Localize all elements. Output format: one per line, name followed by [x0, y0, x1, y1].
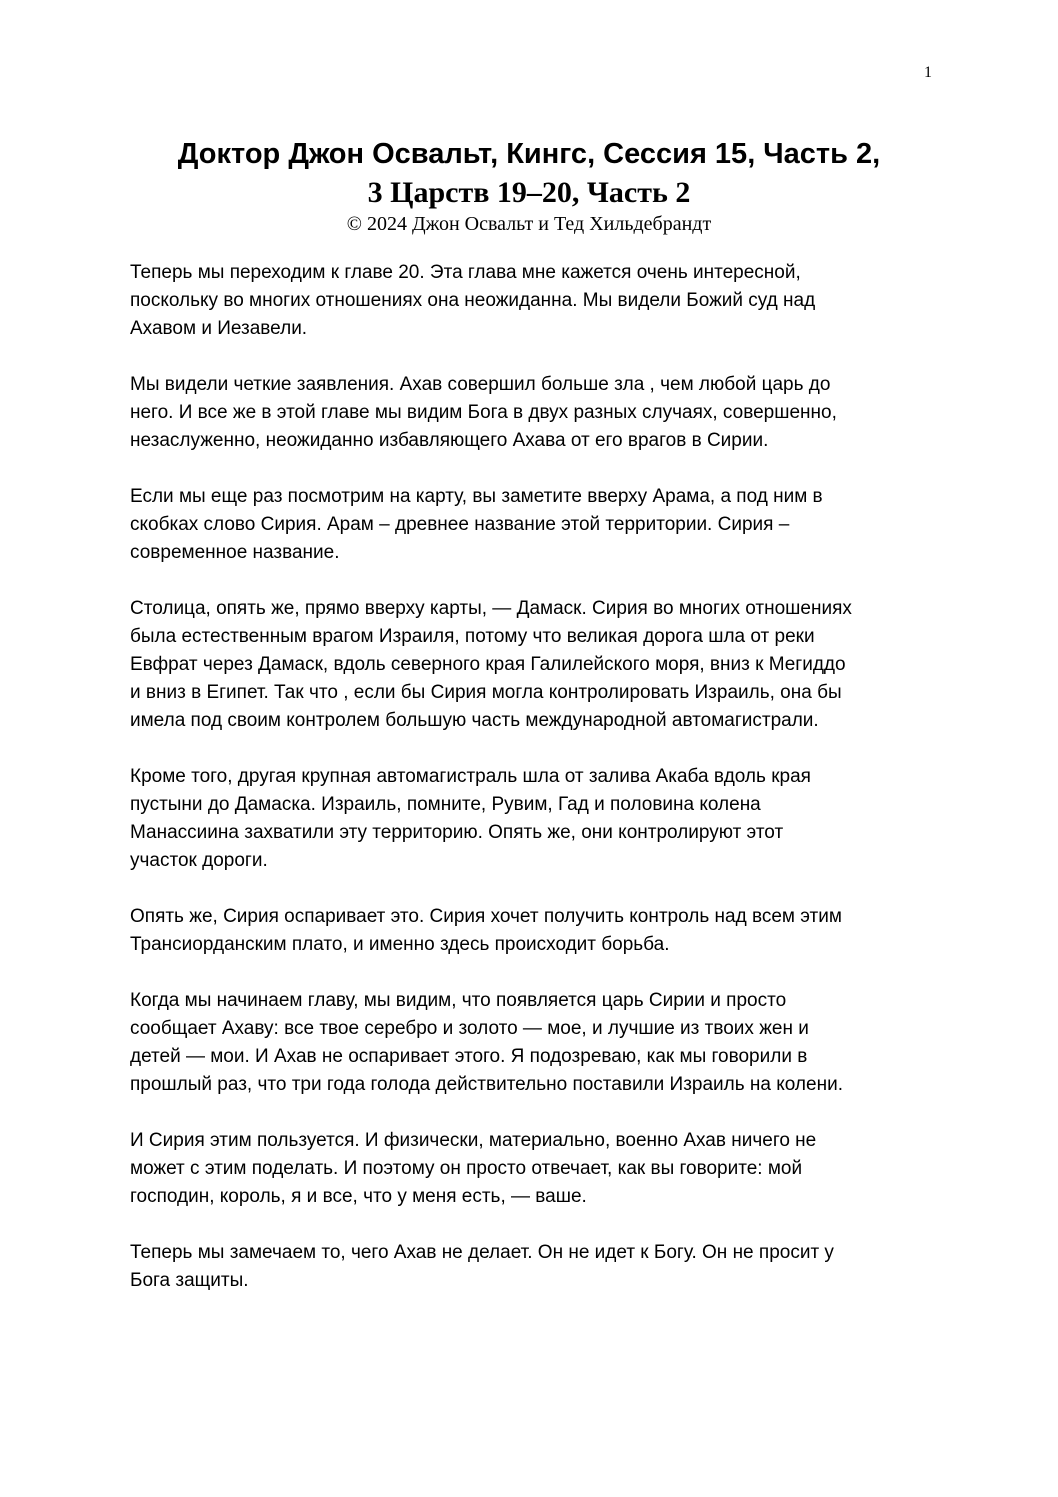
paragraph-line: участок дороги.: [130, 850, 268, 871]
paragraph-line: Теперь мы переходим к главе 20. Эта глава мне кажется очень интересной,: [130, 262, 801, 283]
paragraph-line: Кроме того, другая крупная автомагистраль шла от залива Акаба вдоль края: [130, 766, 811, 787]
paragraph-line: современное название.: [130, 542, 340, 563]
paragraph-line: Когда мы начинаем главу, мы видим, что появляется царь Сирии и просто: [130, 990, 787, 1011]
paragraph-line: Бога защиты.: [130, 1270, 249, 1291]
paragraph-line: пустыни до Дамаска. Израиль, помните, Рувим, Гад и половина колена: [130, 794, 761, 815]
paragraph-line: Манассиина захватили эту территорию. Опять же, они контролируют этот: [130, 822, 784, 843]
paragraph-line: имела под своим контролем большую часть международной автомагистрали.: [130, 710, 819, 731]
paragraph-line: может с этим поделать. И поэтому он просто отвечает, как вы говорите: мой: [130, 1158, 803, 1179]
paragraph: [130, 987, 930, 1099]
paragraph-line: Опять же, Сирия оспаривает это. Сирия хочет получить контроль над всем этим: [130, 906, 842, 927]
paragraph: [130, 1239, 930, 1295]
paragraph-line: Теперь мы замечаем то, чего Ахав не делает. Он не идет к Богу. Он не просит у: [130, 1242, 834, 1263]
paragraph-line: и вниз в Египет. Так что , если бы Сирия могла контролировать Израиль, она бы: [130, 682, 842, 703]
paragraph-line: Евфрат через Дамаск, вдоль северного края Галилейского моря, вниз к Мегиддо: [130, 654, 846, 675]
copyright-line: © 2024 Джон Освальт и Тед Хильдебрандт: [346, 213, 712, 235]
document-header: [0, 134, 1058, 236]
paragraph-line: него. И все же в этой главе мы видим Бога в двух разных случаях, совершенно,: [130, 402, 837, 423]
paragraph-line: была естественным врагом Израиля, потому что великая дорога шла от реки: [130, 626, 815, 647]
document-body: [130, 259, 930, 1323]
paragraph: [130, 483, 930, 567]
paragraph-line: Ахавом и Иезавели.: [130, 318, 308, 339]
paragraph: [130, 595, 930, 735]
paragraph-line: незаслуженно, неожиданно избавляющего Ахава от его врагов в Сирии.: [130, 430, 769, 451]
paragraph: [130, 763, 930, 875]
paragraph-line: сообщает Ахаву: все твое серебро и золото — мое, и лучшие из твоих жен и: [130, 1018, 809, 1039]
paragraph: [130, 371, 930, 455]
paragraph-line: скобках слово Сирия. Арам – древнее название этой территории. Сирия –: [130, 514, 790, 535]
page-number: 1: [924, 64, 932, 81]
paragraph-line: прошлый раз, что три года голода действительно поставили Израиль на колени.: [130, 1074, 843, 1095]
paragraph-line: Мы видели четкие заявления. Ахав совершил больше зла , чем любой царь до: [130, 374, 831, 395]
paragraph: [130, 259, 930, 343]
paragraph-line: господин, король, я и все, что у меня есть, — ваше.: [130, 1186, 587, 1207]
paragraph-line: поскольку во многих отношениях она неожиданна. Мы видели Божий суд над: [130, 290, 816, 311]
paragraph-line: И Сирия этим пользуется. И физически, материально, военно Ахав ничего не: [130, 1130, 817, 1151]
paragraph-line: Столица, опять же, прямо вверху карты, — Дамаск. Сирия во многих отношениях: [130, 598, 852, 619]
paragraph: [130, 1127, 930, 1211]
paragraph-line: Трансиорданским плато, и именно здесь происходит борьба.: [130, 934, 670, 955]
paragraph-line: Если мы еще раз посмотрим на карту, вы заметите вверху Арама, а под ним в: [130, 486, 823, 507]
paragraph: [130, 903, 930, 959]
document-subtitle: 3 Царств 19–20, Часть 2: [367, 176, 691, 209]
document-title: Доктор Джон Освальт, Кингс, Сессия 15, Часть 2,: [177, 138, 881, 170]
paragraph-line: детей — мои. И Ахав не оспаривает этого. Я подозреваю, как мы говорили в: [130, 1046, 808, 1067]
